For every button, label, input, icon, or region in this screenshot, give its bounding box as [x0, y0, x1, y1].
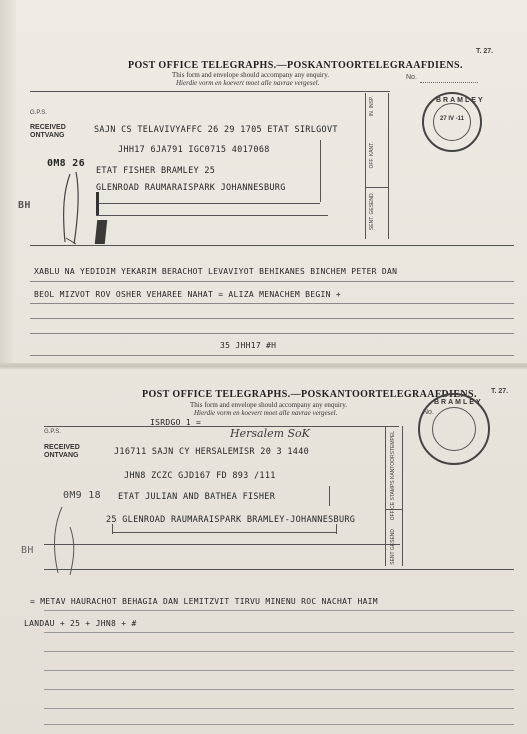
address-bracket-right [329, 486, 330, 506]
postmark-town: BRAMLEY [436, 97, 485, 104]
address-underline [44, 544, 400, 545]
received-label: RECEIVED [44, 444, 80, 451]
form-subtitle-en: This form and envelope should accompany any enquiry. [172, 71, 330, 79]
body-top-rule [44, 569, 514, 570]
body-top-rule [30, 245, 514, 246]
message-rule-3 [30, 318, 514, 319]
gps-label: G.P.S. [44, 429, 61, 435]
addressee-line: ETAT FISHER BRAMLEY 25 [96, 166, 216, 176]
number-label: No. [406, 74, 417, 81]
form-subtitle-af: Hierdie vorm en koevert moet alle navrae vergesel. [176, 79, 320, 87]
side-column-right-border [388, 93, 389, 239]
handwritten-note: Hersalem SoK [230, 427, 310, 440]
number-label: No. [423, 409, 434, 416]
routing-line: J16711 SAJN CY HERSALEMISR 20 3 1440 [114, 447, 310, 457]
message-rule-1 [44, 610, 514, 611]
side-label-sent: SENT GESEND [390, 529, 396, 565]
form-number: T. 27. [491, 388, 509, 395]
addressee-line: ETAT JULIAN AND BATHEA FISHER [118, 492, 276, 502]
time-stamp: 0M9 18 [63, 490, 101, 501]
telegram-form-2 [0, 369, 527, 734]
message-rule-7 [44, 724, 514, 725]
message-rule-2 [30, 303, 514, 304]
ink-blot [95, 220, 108, 244]
bh-mark: BH [18, 200, 31, 211]
message-rule-5 [44, 689, 514, 690]
paper-edge [0, 0, 16, 363]
routing-line: SAJN CS TELAVIVYAFFC 26 29 1705 ETAT SIRLGOVT [94, 125, 338, 135]
address-underline [96, 215, 328, 216]
handwritten-mark [56, 170, 86, 248]
message-line-2: BEOL MIZVOT ROV OSHER VEHAREE NAHAT = ALIZA MENACHEM BEGIN + [34, 290, 341, 299]
telegram-form-1 [0, 0, 527, 363]
address-bracket-bottom [112, 532, 336, 533]
form-title: POST OFFICE TELEGRAPHS.—POSKANTOORTELEGRAAFDIENS. [142, 389, 477, 400]
postmark-stamp [418, 393, 490, 465]
postmark-town: BRAMLEY [434, 399, 483, 406]
address-bracket-bottom [96, 203, 320, 204]
form-number: T. 27. [476, 48, 494, 55]
side-column-divider [365, 187, 388, 188]
address-bracket-right [320, 140, 321, 202]
header-rule [30, 91, 390, 92]
address-line: 25 GLENROAD RAUMARAISPARK BRAMLEY-JOHANNESBURG [106, 515, 356, 525]
address-bracket-left [112, 524, 113, 534]
message-rule-3 [44, 651, 514, 652]
gps-label: G.P.S. [30, 110, 47, 116]
ontvang-label: ONTVANG [30, 132, 65, 139]
handwritten-mark [48, 503, 84, 577]
side-column-left-border [365, 93, 366, 239]
isr-header: ISRDGO 1 = [150, 418, 202, 427]
message-rule-2 [44, 632, 514, 633]
side-label-office: OFFICE STAMPS KANTOORSTEMPEL [390, 431, 396, 521]
received-label: RECEIVED [30, 124, 66, 131]
side-column-right-border [402, 426, 403, 566]
form-subtitle-en: This form and envelope should accompany any enquiry. [190, 401, 348, 409]
address-line: GLENROAD RAUMARAISPARK JOHANNESBURG [96, 183, 286, 193]
message-rule-5 [30, 355, 514, 356]
address-bracket-right-2 [336, 524, 337, 534]
side-label-ins: IN. INSP. [369, 96, 375, 117]
form-subtitle-af: Hierdie vorm en koevert moet alle navrae vergesel. [194, 409, 338, 417]
side-label-off: OFF. KANT. [369, 142, 375, 169]
message-rule-4 [44, 670, 514, 671]
reference-line: JHH17 6JA791 IGC0715 4017068 [118, 145, 270, 155]
header-rule [44, 426, 399, 427]
side-label-sent: SENT. GESEND. [369, 192, 375, 231]
ontvang-label: ONTVANG [44, 452, 79, 459]
number-field [420, 82, 478, 83]
address-bracket-left [96, 192, 99, 216]
side-column-left-border [385, 426, 386, 566]
message-line-2: LANDAU + 25 + JHN8 + # [24, 619, 137, 628]
postmark-stamp [422, 92, 485, 152]
message-rule-6 [44, 708, 514, 709]
message-rule-1 [30, 281, 514, 282]
bh-mark: BH [21, 545, 34, 556]
message-line-1: = METAV HAURACHOT BEHAGIA DAN LEMITZVIT TIRVU MINENU ROC NACHAT HAIM [30, 597, 378, 606]
postmark-date: 27 IV -11 [440, 116, 465, 122]
form-title: POST OFFICE TELEGRAPHS.—POSKANTOORTELEGRAAFDIENS. [128, 60, 463, 71]
time-stamp: 0M8 26 [47, 158, 85, 169]
message-rule-4 [30, 333, 514, 334]
footer-line: 35 JHH17 #H [220, 341, 277, 350]
message-line-1: XABLU NA YEDIDIM YEKARIM BERACHOT LEVAVIYOT BEHIKANES BINCHEM PETER DAN [34, 267, 398, 276]
reference-line: JHN8 ZCZC GJD167 FD 893 /111 [124, 471, 276, 481]
